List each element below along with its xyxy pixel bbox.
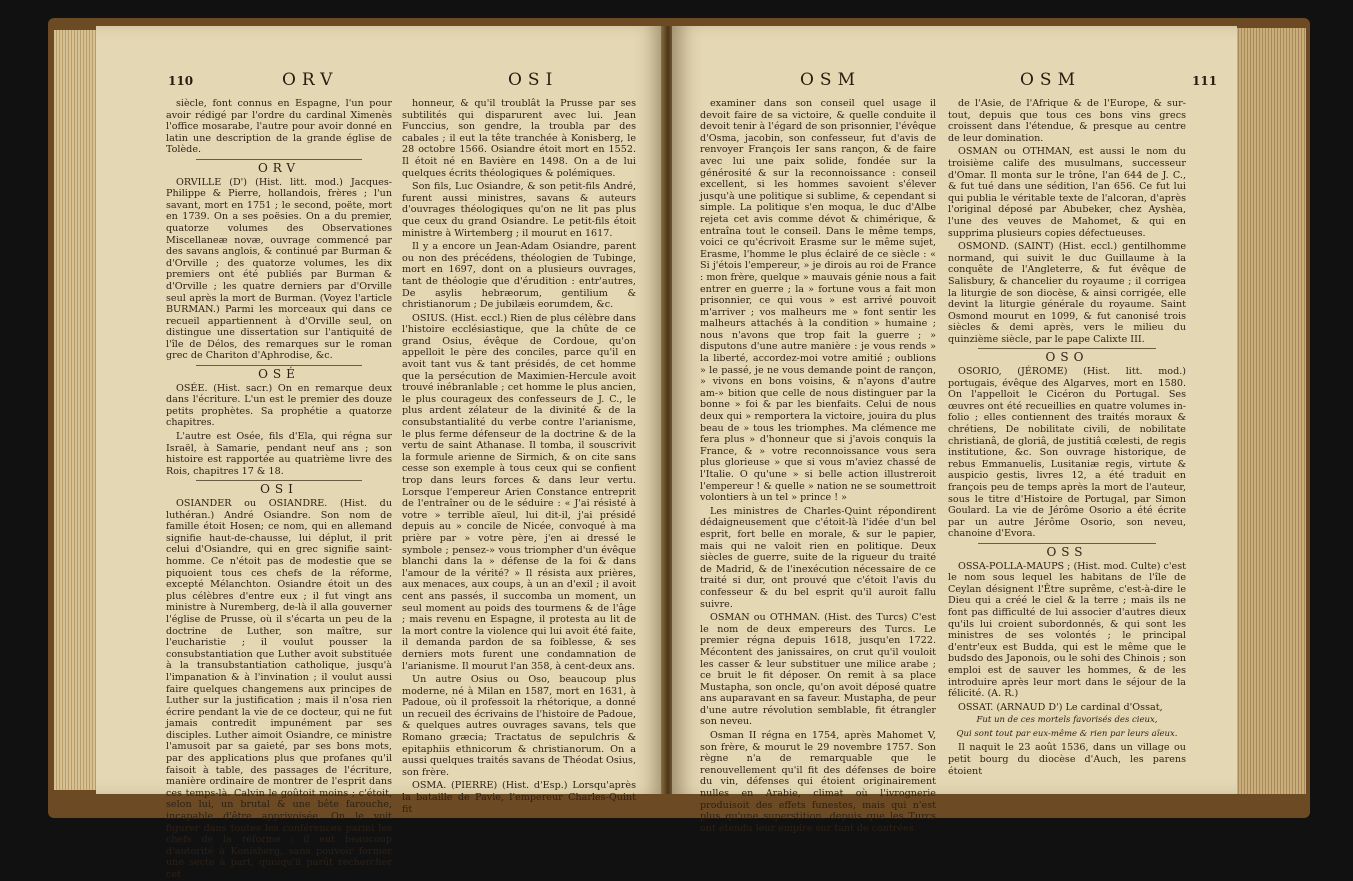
running-head-left: ORV <box>282 70 339 90</box>
paragraph: OSIUS. (Hist. eccl.) Rien de plus célèbre dans l'histoire ecclésiastique, que la chûte de ce grand Osius, évêque de Cordoue, qu'on appelloit le père des conciles, parce qu'il en avoit tant vus & tant présidés, de cet homme que la persécution de Maximien-Hercule avoit trouvé inébranlable ; cet homme le plus ancien, le plus courageux des confesseurs de J. C., le plus ardent zélateur de la divinité & de la consubstantialité du verbe contre l'arianisme, le plus ferme défenseur de la doctrine & de la vertu de saint Athanase. Il tomba, il souscrivit la formule arienne de Sirmich, & on cite sans cesse son exemple à tous ceux qui se confient trop dans leurs forces & dans leur vertu. Lorsque l'empereur Arien Constance entreprit de l'entraîner ou de le séduire : « J'ai résisté à votre » terrible aïeul, lui dit-il, j'ai présidé depuis au » concile de Nicée, convoqué à ma prière par » votre père, j'en ai dressé le symbole ; pensez-» vous triompher d'un évêque blanchi dans la » défense de la foi & dans l'amour de la vérité? » Il résista aux prières, aux menaces, aux coups, à un an d'exil ; il avoit cent ans passés, il succomba un moment, un seul moment au poids des tourmens & de l'âge ; mais revenu en Espagne, il protesta au lit de la mort contre la violence qui lui avoit été faite, il demanda pardon de sa foiblesse, & ses derniers mots furent une condamnation de l'arianisme. Il mourut l'an 358, à cent-deux ans. <box>402 312 636 672</box>
paragraph: OSMOND. (SAINT) (Hist. eccl.) gentilhomme normand, qui suivit le duc Guillaume à la conquête de l'Angleterre, & fut évêque de Salisbury, & chancelier du royaume ; il corrigea la liturgie de son diocèse, & ainsi corrigée, elle devint la liturgie générale du royaume. Saint Osmond mourut en 1099, & fut canonisé trois siècles & demi après, vers le milieu du quinzième siècle, par le pape Calixte III. <box>948 241 1186 345</box>
section-heading: OSO <box>1045 350 1089 365</box>
paragraph: OSSAT. (ARNAUD D') Le cardinal d'Ossat, <box>958 701 1163 713</box>
paragraph: OSIANDER ou OSIANDRE. (Hist. du luthéran.) André Osiandre. Son nom de famille étoit Hosen; ce nom, qui en allemand signifie haut-de-chausse, lui déplut, il prit celui d'Osiandre, qui en grec signifie saint-homme. Ce n'étoit pas de modestie que se piquoient tous ces chefs de la réforme, excepté Mélanchton. Osiandre étoit un des plus célèbres d'entre eux ; il fut vingt ans ministre à Nuremberg, de-là il alla gouverner l'église de Prusse, où il s'écarta un peu de la doctrine de Luther, son maître, sur l'eucharistie ; il voulut pousser la consubstantiation que Luther avoit substituée à la transubstantiation catholique, jusqu'à l'impanation & à l'invination ; il voulut aussi faire quelques changemens aux principes de Luther sur la justification ; mais il n'osa rien écrire pendant la vie de ce docteur, qui ne fut jamais contredit impunément par ses disciples. Luther aimoit Osiandre, ce ministre l'amusoit par sa gaieté, par ses bons mots, par des applications plus que profanes qu'il faisoit à table, des passages de l'écriture, manière ordinaire de montrer de l'esprit dans ces temps-là. Calvin le goûtoit moins ; c'étoit, selon lui, un brutal & une bête farouche, incapable d'être apprivoisée. On le voit figurer dans toutes les conférences parmi les chefs de la réforme ; il eut beaucoup d'autorité à Konisberg, sans pouvoir former une secte à part, quoiqu'il parût rechercher cet <box>166 498 392 880</box>
section-rule <box>978 348 1156 349</box>
paragraph: OSÉE. (Hist. sacr.) On en remarque deux dans l'écriture. L'un est le premier des douze petits prophètes. Sa prophétie a quatorze chapitres. <box>166 382 392 429</box>
left-page-edges <box>54 30 98 790</box>
page-number: 111 <box>1192 74 1218 88</box>
paragraph: Son fils, Luc Osiandre, & son petit-fils André, furent aussi ministres, savans & auteurs d'ouvrages théologiques qu'on ne lit pas plus que ceux du grand Osiandre. Le petit-fils étoit ministre à Wirtemberg ; il mourut en 1617. <box>402 181 636 239</box>
section-heading: OSI <box>260 482 298 497</box>
paragraph: Il y a encore un Jean-Adam Osiandre, parent ou non des précédens, théologien de Tubinge, mort en 1697, dont on a plusieurs ouvrages, tant de théologie que d'érudition : entr'autres, De asylis hebræorum, gentilium & christianorum ; De jubilæis eorumdem, &c. <box>402 241 636 311</box>
section-heading: ORV <box>257 160 301 175</box>
section-rule <box>978 543 1156 544</box>
paragraph: Osman II régna en 1754, après Mahomet V, son frère, & mourut le 29 novembre 1757. Son règne n'a de remarquable que le renouvellement qu'il fit des défenses de boire du vin, défenses qui étoient originairement nulles en Arabie, climat où l'ivrognerie produisoit des effets funestes, mais qui n'est plus qu'une superstition, depuis que les Turcs ont étendu leur empire sur tant de contrées <box>700 730 936 834</box>
paragraph: examiner dans son conseil quel usage il devoit faire de sa victoire, & quelle conduite il devoit tenir à l'égard de son prisonnier, l'évêque d'Osma, jacobin, son confesseur, fut d'avis de renvoyer François Ier sans rançon, & de faire avec lui une paix solide, fondée sur la générosité & sur la reconnoissance : conseil excellent, si les hommes savoient s'élever jusqu'à une politique si sublime, & cependant si simple. La politique s'en moqua, le duc d'Albe rejeta cet avis comme dévot & chimérique, & entraîna tout le conseil. Dans le même temps, voici ce qu'écrivoit Erasme sur le même sujet, Erasme, l'homme le plus éclairé de ce siècle : « Si j'étois l'empereur, » je dirois au roi de France : mon frère, quelque » mauvais génie nous a fait entrer en guerre ; la » fortune vous a fait mon prisonnier, ce qui vous » est arrivé pouvoit m'arriver ; vos malheurs me » font sentir les malheurs attachés à la condition » humaine ; nous n'avons que trop fait la guerre ; » disputons d'une autre manière : je vous rends » la liberté, accordez-moi votre amitié ; oublions » le passé, je ne vous demande point de rançon, » vivons en bons voisins, & n'ayons d'autre am-» bition que celle de nous distinguer par la bonne » foi & par les bienfaits. Celui de nous deux qui » remportera la victoire, jouira du plus beau de » tous les triomphes. Ma clémence me fera plus » d'honneur que si j'avois conquis la France, & » votre reconnoissance vous sera plus glorieuse » que si vous m'aviez chassé de l'Italie. O qu'une » si belle action illustreroit l'empereur ! & quelle » nation ne se soumettroit volontiers à un tel » prince ! » <box>700 98 936 504</box>
section-rule <box>196 365 362 366</box>
paragraph: OSSA-POLLA-MAUPS ; (Hist. mod. Culte) c'est le nom sous lequel les habitans de l'île de Ceylan désignent l'Être suprême, c'est-à-dire le Dieu qui a créé le ciel & la terre ; mais ils ne font pas difficulté de lui associer d'autres dieux qu'ils lui croient subordonnés, & qui sont les ministres de ses volontés ; le principal d'entr'eux est Budda, qui est le même que le budsdo des Japonois, ou le sohi des Chinois ; son emploi est de sauver les hommes, & de les introduire après leur mort dans le séjour de la félicité. (A. R.) <box>948 560 1187 700</box>
paragraph: siècle, font connus en Espagne, l'un pour avoir rédigé par l'ordre du cardinal Ximenès l'office mosarabe, l'autre pour avoir donné en latin une description de la grande église de Tolède. <box>166 98 392 156</box>
running-head-right: OSM <box>1020 70 1081 90</box>
section-rule <box>196 480 362 481</box>
verse-line: Fut un de ces mortels favorisés des cieux, <box>976 715 1158 726</box>
right-page-edges <box>1236 28 1306 794</box>
paragraph: L'autre est Osée, fils d'Ela, qui régna sur Israël, à Samarie, pendant neuf ans ; son histoire est rapportée au quatrième livre des Rois, chapitres 17 & 18. <box>166 431 392 477</box>
text-column <box>402 98 636 815</box>
paragraph: honneur, & qu'il troublât la Prusse par ses subtilités qui disparurent avec lui. Jean Funccius, son gendre, la troubla par des cabales ; il eut la tête tranchée à Konisberg, le 28 octobre 1566. Osiandre étoit mort en 1552. Il étoit né en Bavière en 1498. On a de lui quelques écrits théologiques & polémiques. <box>402 98 636 179</box>
paragraph: OSMAN ou OTHMAN, est aussi le nom du troisième calife des musulmans, successeur d'Omar. Il monta sur le trône, l'an 644 de J. C., & fut tué dans une sédition, l'an 656. Ce fut lui qui publia le véritable texte de l'alcoran, d'après l'original déposé par Abubeker, chez Ayshèa, l'une des veuves de Mahomet, & qui en supprima plusieurs copies défectueuses. <box>948 146 1186 239</box>
section-heading: OSÉ <box>258 367 300 382</box>
verse-line: Qui sont tout par eux-même & rien par leurs aïeux. <box>956 728 1178 739</box>
paragraph: OSORIO, (JÉROME) (Hist. litt. mod.) portugais, évêque des Algarves, mort en 1580. On l'appelloit le Cicéron du Portugal. Ses œuvres ont été recueillies en quatre volumes in-folio ; elles contiennent des traités moraux & chrétiens, De nobilitate civili, de nobilitate christianâ, de gloriâ, de justitiâ cœlesti, de regis institutione, &c. Son ouvrage historique, de rebus Emmanuelis, Lusitaniæ regis, virtute & auspicio gestis, livres 12, a été traduit en françois peu de temps après la mort de l'auteur, sous le titre d'Histoire de Portugal, par Simon Goulard. La vie de Jérôme Osorio a été écrite par un autre Jérôme Osorio, son neveu, chanoine d'Evora. <box>948 366 1186 540</box>
paragraph: Il naquit le 23 août 1536, dans un village ou petit bourg du diocèse d'Auch, les parens étoient <box>948 742 1186 777</box>
section-heading: OSS <box>1046 544 1088 559</box>
paragraph: ORVILLE (D') (Hist. litt. mod.) Jacques-Philippe & Pierre, hollandois, frères ; l'un savant, mort en 1751 ; le second, poëte, mort en 1739. On a ses poësies. On a du premier, quatorze volumes des Observationes Miscellaneæ novæ, ouvrage commencé par des savans anglois, & continué par Burman & d'Orville ; des quatorze volumes, les dix premiers ont été publiés par Burman & d'Orville ; les quatre derniers par d'Orville seul après la mort de Burman. (Voyez l'article BURMAN.) Parmi les morceaux qui dans ce recueil appartiennent à d'Orville seul, on distingue une dissertation sur l'antiquité de l'île de Délos, des remarques sur le roman grec de Chariton d'Aphrodise, &c. <box>166 176 392 362</box>
text-column <box>166 98 392 880</box>
paragraph: OSMAN ou OTHMAN. (Hist. des Turcs) C'est le nom de deux empereurs des Turcs. Le premier régna depuis 1618, jusqu'en 1722. Mécontent des janissaires, on crut qu'il vouloit les casser & leur substituer une milice arabe ; ce bruit le fit déposer. On remit à sa place Mustapha, son oncle, qu'on avoit déposé quatre ans auparavant en sa faveur. Mustapha, de peur d'une autre révolution semblable, fit étrangler son neveu. <box>700 612 936 728</box>
paragraph: de l'Asie, de l'Afrique & de l'Europe, & sur-tout, depuis que tous ces bons vins grecs croissent dans l'étendue, & presque au centre de leur domination. <box>948 98 1186 144</box>
text-column <box>700 98 936 834</box>
section-rule <box>196 159 362 160</box>
right-page <box>672 26 1237 834</box>
paragraph: Un autre Osius ou Oso, beaucoup plus moderne, né à Milan en 1587, mort en 1631, à Padoue, où il professoit la rhétorique, a donné un recueil des écrivains de l'histoire de Padoue, & quelques autres ouvrages savans, tels que Romano græcia; Tractatus de sepulchris & epitaphiis ethnicorum & christianorum. On a aussi quelques traités savans de Théodat Osius, son frère. <box>402 674 636 778</box>
running-head-right: OSI <box>508 70 559 90</box>
running-head-left: OSM <box>800 70 861 90</box>
paragraph: Les ministres de Charles-Quint répondirent dédaigneusement que c'étoit-là l'idée d'un bel esprit, fort belle en morale, & sur le papier, mais qui ne valoit rien en politique. Deux siècles de guerre, suite de la rigueur du traité de Madrid, & de l'inexécution nécessaire de ce traité si dur, ont prouvé que c'étoit l'avis du confesseur & du bel esprit qu'il auroit fallu suivre. <box>700 505 936 610</box>
left-page <box>96 26 664 880</box>
paragraph: OSMA. (PIERRE) (Hist. d'Esp.) Lorsqu'après la bataille de Pavie, l'empereur Charles-Quint fit <box>402 780 636 815</box>
text-column <box>948 98 1186 788</box>
page-number: 110 <box>168 74 194 88</box>
